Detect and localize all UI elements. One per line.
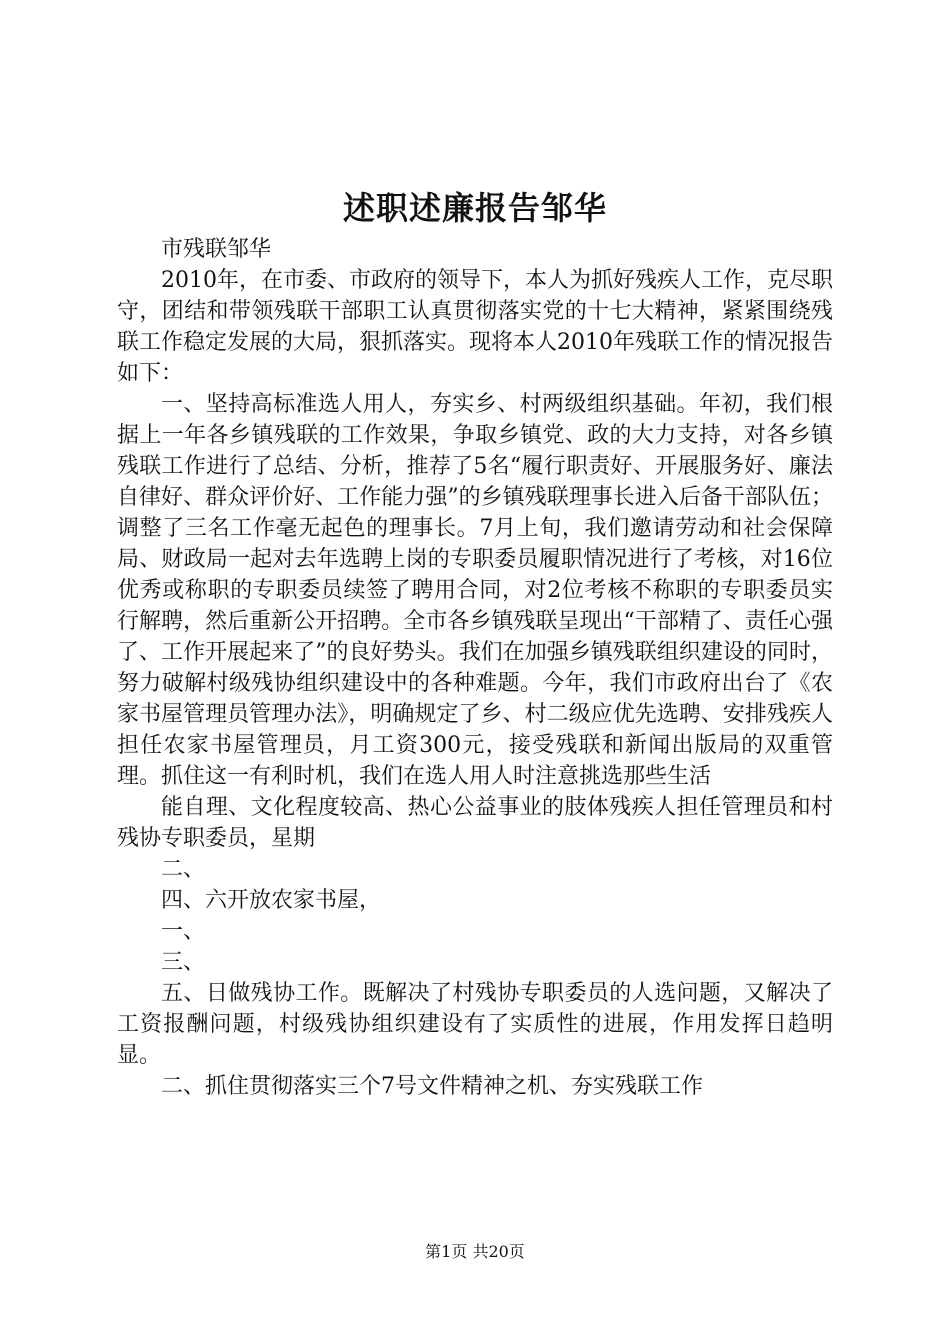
paragraph: 二、 [161, 857, 206, 882]
paragraph: 五、日做残协工作。既解决了村残协专职委员的人选问题，又解决了工资报酬问题，村级残协组织建设有了实质性的进展，作用发挥日趋明显。 [117, 981, 833, 1068]
paragraph: 四、六开放农家书屋， [161, 888, 382, 913]
paragraph: 三、 [161, 950, 206, 975]
paragraph: 一、坚持高标准选人用人，夯实乡、村两级组织基础。年初，我们根据上一年各乡镇残联的工作效果，争取乡镇党、政的大力支持，对各乡镇残联工作进行了总结、分析，推荐了5名“履行职责好、开展服务好、廉法自律好、群众评价好、工作能力强”的乡镇残联理事长进入后备干部队伍；调整了三名工作毫无起色的理事长。7月上旬，我们邀请劳动和社会保障局、财政局一起对去年选聘上岗的专职委员履职情况进行了考核，对16位优秀或称职的专职委员续签了聘用合同，对2位考核不称职的专职委员实行解聘，然后重新公开招聘。全市各乡镇残联呈现出“干部精了、责任心强了、工作开展起来了”的良好势头。我们在加强乡镇残联组织建设的同时，努力破解村级残协组织建设中的各种难题。今年，我们市政府出台了《农家书屋管理员管理办法》，明确规定了乡、村二级应优先选聘、安排残疾人担任农家书屋管理员，月工资300元，接受残联和新闻出版局的双重管理。抓住这一有利时机，我们在选人用人时注意挑选那些生活 [117, 392, 833, 789]
paragraph: 2010年，在市委、市政府的领导下，本人为抓好残疾人工作，克尽职守，团结和带领残联干部职工认真贯彻落实党的十七大精神，紧紧围绕残联工作稳定发展的大局，狠抓落实。现将本人2010年残联工作的情况报告如下： [117, 268, 833, 386]
paragraph: 二、抓住贯彻落实三个7号文件精神之机、夯实残联工作 [161, 1074, 703, 1099]
paragraph: 一、 [161, 919, 206, 944]
author-line: 市残联邹华 [161, 237, 272, 262]
page-footer: 第1页 共20页 [425, 1242, 525, 1261]
document-body [117, 234, 833, 1102]
paragraph: 能自理、文化程度较高、热心公益事业的肢体残疾人担任管理员和村残协专职委员，星期 [117, 795, 833, 851]
document-title: 述职述廉报告邹华 [342, 189, 607, 227]
